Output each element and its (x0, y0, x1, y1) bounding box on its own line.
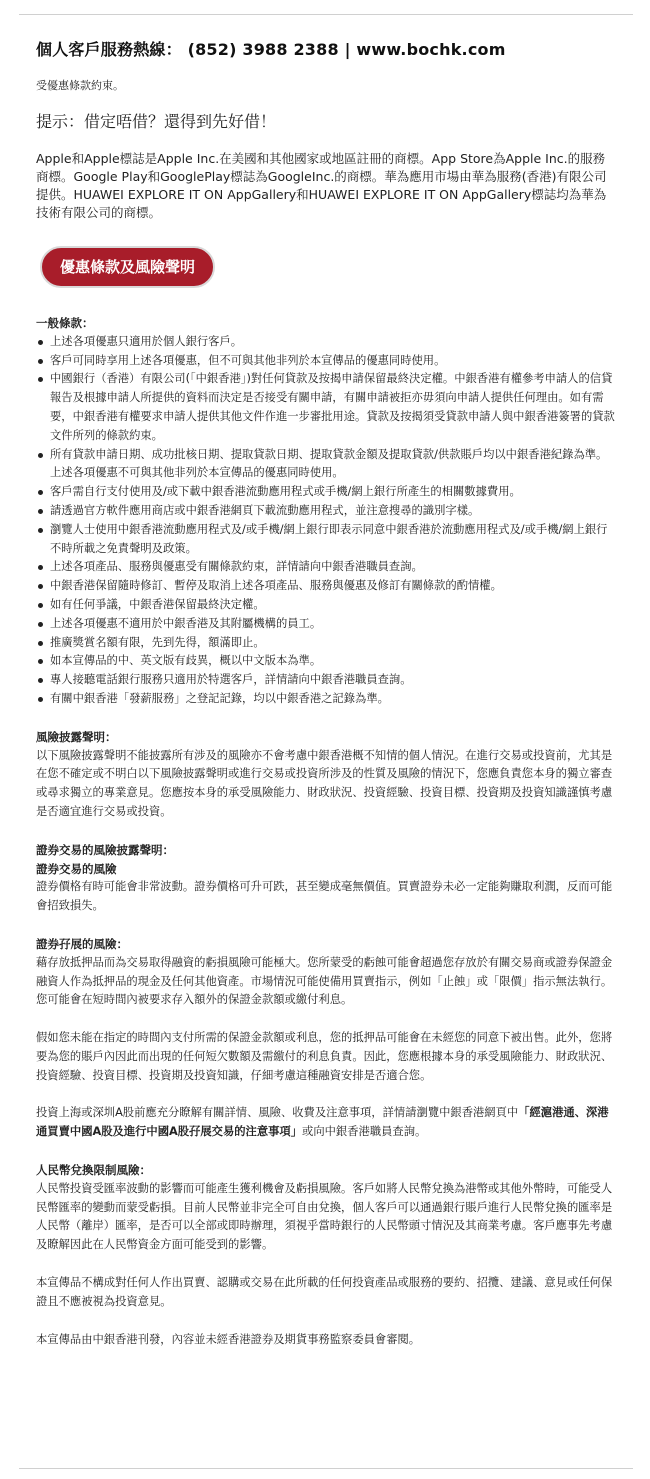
general-term-item: 上述各項優惠只適用於個人銀行客戶。 (36, 333, 616, 352)
hotline-text: 個人客戶服務熱線： (852) 3988 2388 | www.bochk.com (36, 40, 506, 59)
general-terms-list (36, 333, 616, 709)
general-term-item: 如有任何爭議，中銀香港保留最終決定權。 (36, 596, 616, 615)
a-share-notice-post: 或向中銀香港職員查詢。 (302, 1125, 427, 1139)
securities-risk-subheading: 證券交易的風險 (36, 861, 117, 876)
securities-risk-heading: 證券交易的風險披露聲明： (36, 842, 174, 857)
risk-disclosure-text: 以下風險披露聲明不能披露所有涉及的風險亦不會考慮中銀香港概不知情的個人情況。在進行交易或投資前，尤其是在您不確定或不明白以下風險披露聲明或進行交易或投資所涉及的性質及風險的情況下，您應負責您本身的獨立審查或尋求獨立的專業意見。您應按本身的承受風險能力、財政狀況、投資經驗、投資目標、投資期及投資知識謹慎考慮是否適宜進行交易或投資。 (36, 748, 613, 818)
general-term-item: 上述各項優惠不適用於中銀香港及其附屬機構的員工。 (36, 615, 616, 634)
subject-note: 受優惠條款約束。 (36, 79, 124, 92)
issuer-text: 本宣傳品由中銀香港刊發，內容並未經香港證券及期貨事務監察委員會審閱。 (36, 1332, 421, 1346)
risk-disclosure-heading: 風險披露聲明： (36, 729, 117, 744)
trademark-notice: Apple和Apple標誌是Apple Inc.在美國和其他國家或地區註冊的商標。App Store為Apple Inc.的服務商標。Google Play和GooglePlay標誌為GoogleInc.的商標。華為應用市場由華為服務(香港)有限公司提供。HUAWEI EXPLORE IT ON AppGallery和HUAWEI EXPLORE IT ON AppGallery標誌均為華為技術有限公司的商標。 (36, 151, 607, 220)
rmb-risk-text: 人民幣投資受匯率波動的影響而可能產生獲利機會及虧損風險。客戶如將人民幣兌換為港幣或其他外幣時，可能受人民幣匯率的變動而蒙受虧損。目前人民幣並非完全可自由兌換，個人客戶可以通過銀行賬戶進行人民幣兌換的匯率是人民幣（離岸）匯率，是否可以全部或即時辦理，須視乎當時銀行的人民幣頭寸情況及其商業考慮。客戶應事先考慮及瞭解因此在人民幣資金方面可能受到的影響。 (36, 1181, 613, 1252)
margin-risk-para-1: 藉存放抵押品而為交易取得融資的虧損風險可能極大。您所蒙受的虧蝕可能會超過您存放於有關交易商或證券保證金融資人作為抵押品的現金及任何其他資產。市場情況可能使備用買賣指示，例如「止蝕」或「限價」指示無法執行。您可能會在短時間內被要求存入額外的保證金款額或繳付利息。 (36, 955, 613, 1007)
a-share-notice-pre: 投資上海或深圳A股前應充分瞭解有關詳情、風險、收費及注意事項，詳情請瀏覽中銀香港網頁中 (36, 1106, 519, 1120)
rmb-risk-heading: 人民幣兌換限制風險： (36, 1163, 151, 1178)
general-term-item: 瀏覽人士使用中銀香港流動應用程式及/或手機/網上銀行即表示同意中銀香港於流動應用程式及/或手機/網上銀行不時所載之免責聲明及政策。 (36, 521, 616, 559)
general-term-item: 請透過官方軟件應用商店或中銀香港網頁下載流動應用程式，並注意搜尋的識別字樣。 (36, 502, 616, 521)
a-share-notice-link[interactable]: 「經滬港通、深港通買賣中國A股及進行中國A股孖展交易的注意事項」 (36, 1106, 609, 1139)
general-term-item: 中國銀行（香港）有限公司(「中銀香港」)對任何貸款及按揭申請保留最終決定權。中銀香港有權參考申請人的信貸報告及根據申請人所提供的資料而決定是否接受有關申請，有關申請被拒亦毋須向申請人提供任何理由。如有需要，中銀香港有權要求申請人提供其他文件作進一步審批用途。貸款及按揭須受貸款申請人與中銀香港簽署的貸款文件所列的條款約束。 (36, 370, 616, 445)
general-term-item: 如本宣傳品的中、英文版有歧異，概以中文版本為準。 (36, 652, 616, 671)
general-terms-heading: 一般條款： (36, 316, 94, 330)
general-terms (36, 314, 616, 709)
rmb-risk (36, 1161, 616, 1255)
general-term-item: 推廣獎賞名額有限，先到先得，額滿即止。 (36, 634, 616, 653)
margin-risk-heading: 證券孖展的風險： (36, 936, 128, 951)
general-term-item: 客戶可同時享用上述各項優惠，但不可與其他非列於本宣傳品的優惠同時使用。 (36, 352, 616, 371)
margin-risk-para-2: 假如您未能在指定的時間內支付所需的保證金款額或利息，您的抵押品可能會在未經您的同意下被出售。此外，您將要為您的賬戶內因此而出現的任何短欠數額及需繳付的利息負責。因此，您應根據本身的承受風險能力、財政狀況、投資經驗、投資目標、投資期及投資知識，仔細考慮這種融資安排是否適合您。 (36, 1031, 613, 1082)
disclaimer-text: 本宣傳品不構成對任何人作出買賣、認購或交易在此所載的任何投資產品或服務的要約、招攬、建議、意見或任何保證且不應被視為投資意見。 (36, 1276, 613, 1308)
general-term-item: 有關中銀香港「發薪服務」之登記記錄，均以中銀香港之記錄為準。 (36, 690, 616, 709)
general-term-item: 客戶需自行支付使用及/或下載中銀香港流動應用程式或手機/網上銀行所產生的相關數據費用。 (36, 483, 616, 502)
margin-risk (36, 935, 616, 1142)
general-term-item: 上述各項產品、服務與優惠受有關條款約束，詳情請向中銀香港職員查詢。 (36, 558, 616, 577)
general-term-item: 中銀香港保留隨時修訂、暫停及取消上述各項產品、服務與優惠及修訂有關條款的酌情權。 (36, 577, 616, 596)
terms-document (36, 38, 616, 1349)
reminder-text: 提示：借定唔借？還得到先好借！ (36, 112, 277, 131)
general-term-item: 所有貸款申請日期、成功批核日期、提取貸款日期、提取貸款金額及提取貸款/供款賬戶均以中銀香港紀錄為準。上述各項優惠不可與其他非列於本宣傳品的優惠同時使用。 (36, 446, 616, 484)
terms-heading-button[interactable]: 優惠條款及風險聲明 (40, 246, 215, 288)
risk-disclosure (36, 728, 616, 822)
securities-risk-text: 證券價格有時可能會非常波動。證券價格可升可跌，甚至變成毫無價值。買賣證券未必一定能夠賺取利潤，反而可能會招致損失。 (36, 880, 613, 913)
general-term-item: 專人接聽電話銀行服務只適用於特選客戶，詳情請向中銀香港職員查詢。 (36, 671, 616, 690)
securities-risk (36, 841, 616, 916)
margin-risk-para-3 (36, 1104, 616, 1142)
